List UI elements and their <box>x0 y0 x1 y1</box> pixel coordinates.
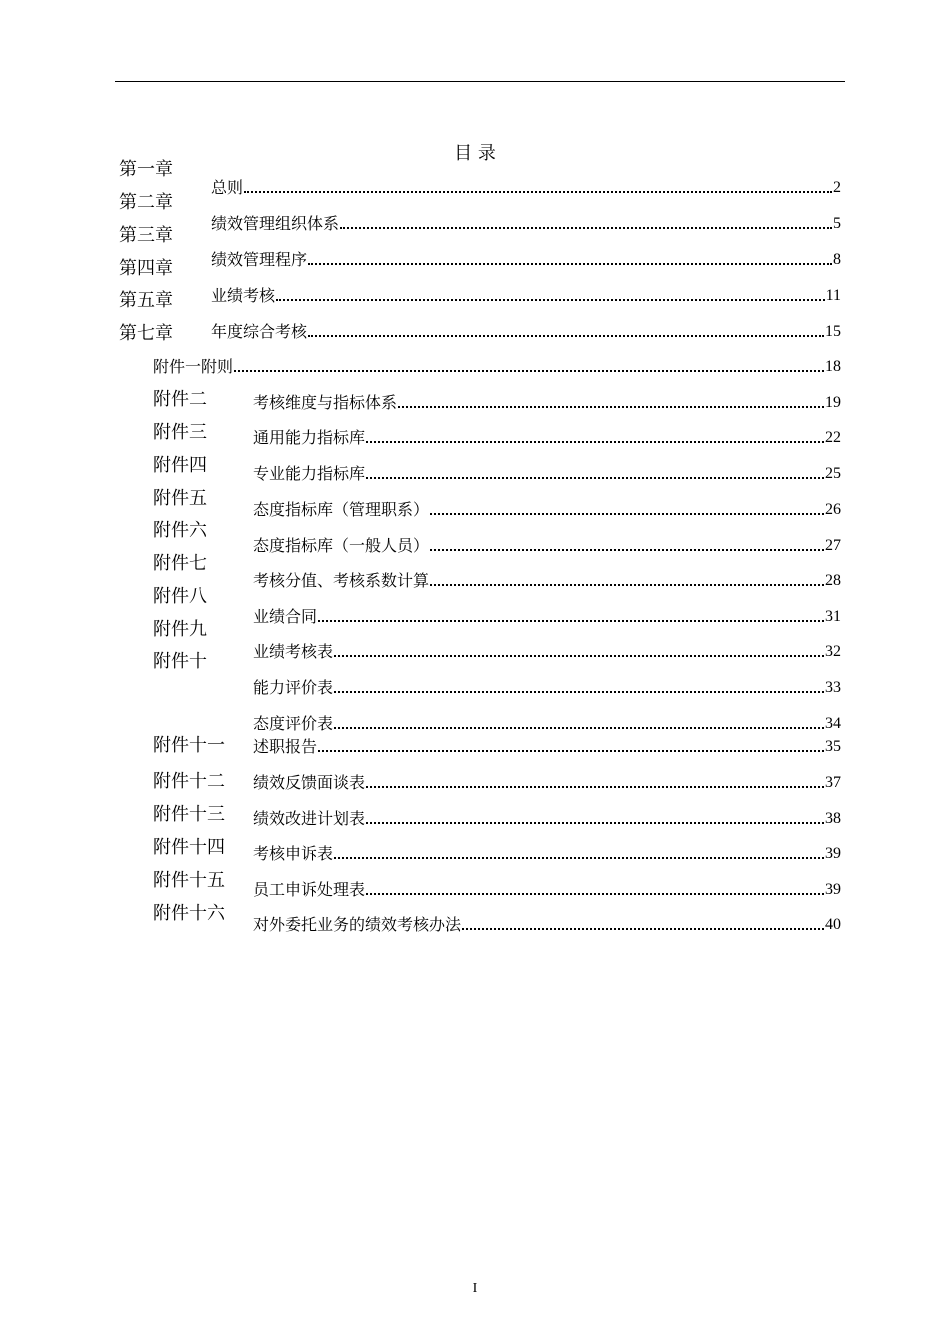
dot-leader <box>366 477 824 479</box>
toc-entry[interactable] <box>211 250 841 270</box>
toc-entry[interactable] <box>253 678 841 698</box>
toc-entry-page: 8 <box>833 251 841 268</box>
toc-entry-title: 专业能力指标库 <box>253 464 366 483</box>
toc-entry-title: 述职报告 <box>253 737 318 756</box>
dot-leader <box>366 822 824 824</box>
attachment-label: 附件五 <box>153 488 207 509</box>
chapter-label: 第一章 <box>119 159 173 180</box>
toc-entry-page: 39 <box>825 881 841 898</box>
toc-entry-title: 业绩考核 <box>211 286 276 305</box>
dot-leader <box>430 584 824 586</box>
toc-entry[interactable] <box>253 737 841 757</box>
toc-entry[interactable] <box>253 571 841 591</box>
toc-entry-title: 年度综合考核 <box>211 322 308 341</box>
attachment-label: 附件二 <box>153 389 207 410</box>
toc-entry-page: 19 <box>825 394 841 411</box>
toc-entry-page: 2 <box>833 179 841 196</box>
toc-entry[interactable] <box>253 393 841 413</box>
toc-entry-page: 18 <box>825 358 841 375</box>
dot-leader <box>334 857 824 859</box>
attachment-label: 附件六 <box>153 520 207 541</box>
dot-leader <box>340 227 832 229</box>
toc-entry-page: 28 <box>825 572 841 589</box>
chapter-label: 第二章 <box>119 192 173 213</box>
dot-leader <box>334 655 824 657</box>
attachment-label: 附件十六 <box>153 903 225 924</box>
dot-leader <box>430 549 824 551</box>
attachment-label: 附件三 <box>153 422 207 443</box>
toc-entry[interactable] <box>153 357 841 377</box>
toc-entry-title: 态度评价表 <box>253 714 334 733</box>
dot-leader <box>430 513 824 515</box>
toc-entry[interactable] <box>211 214 841 234</box>
toc-entry-page: 25 <box>825 465 841 482</box>
toc-entry-page: 27 <box>825 537 841 554</box>
attachment-label: 附件十 <box>153 651 207 672</box>
toc-entry[interactable] <box>253 428 841 448</box>
dot-leader <box>366 441 824 443</box>
toc-entry-title: 绩效反馈面谈表 <box>253 773 366 792</box>
toc-title: 目 录 <box>454 143 496 164</box>
toc-entry-page: 32 <box>825 643 841 660</box>
toc-entry[interactable] <box>211 178 841 198</box>
attachment-label: 附件四 <box>153 455 207 476</box>
toc-entry-page: 38 <box>825 810 841 827</box>
toc-entry-page: 26 <box>825 501 841 518</box>
toc-entry-page: 35 <box>825 738 841 755</box>
chapter-label: 第五章 <box>119 290 173 311</box>
header-rule <box>115 81 845 82</box>
toc-entry-page: 22 <box>825 429 841 446</box>
dot-leader <box>398 406 824 408</box>
toc-entry[interactable] <box>253 773 841 793</box>
toc-entry-title: 考核申诉表 <box>253 844 334 863</box>
toc-entry-title: 绩效改进计划表 <box>253 809 366 828</box>
toc-entry-title: 考核维度与指标体系 <box>253 393 398 412</box>
dot-leader <box>334 691 824 693</box>
toc-entry-page: 5 <box>833 215 841 232</box>
toc-entry-title: 通用能力指标库 <box>253 428 366 447</box>
toc-entry-title: 员工申诉处理表 <box>253 880 366 899</box>
toc-entry-page: 33 <box>825 679 841 696</box>
toc-entry[interactable] <box>253 464 841 484</box>
toc-entry-title: 态度指标库（一般人员） <box>253 536 430 555</box>
attachment-label: 附件八 <box>153 586 207 607</box>
attachment-label: 附件九 <box>153 619 207 640</box>
toc-entry[interactable] <box>211 286 841 306</box>
toc-entry[interactable] <box>253 844 841 864</box>
toc-entry[interactable] <box>211 322 841 342</box>
toc-entry[interactable] <box>253 714 841 734</box>
toc-entry-page: 34 <box>825 715 841 732</box>
toc-entry-title: 业绩合同 <box>253 607 318 626</box>
toc-entry-title: 对外委托业务的绩效考核办法 <box>253 915 462 934</box>
toc-entry[interactable] <box>253 500 841 520</box>
chapter-label: 第三章 <box>119 225 173 246</box>
attachment-label: 附件七 <box>153 553 207 574</box>
dot-leader <box>318 750 824 752</box>
chapter-label: 第四章 <box>119 258 173 279</box>
toc-entry-title: 绩效管理组织体系 <box>211 214 340 233</box>
toc-entry-page: 39 <box>825 845 841 862</box>
toc-entry[interactable] <box>253 915 841 935</box>
dot-leader <box>318 620 824 622</box>
chapter-label: 第七章 <box>119 323 173 344</box>
toc-entry-page: 40 <box>825 916 841 933</box>
toc-entry-title: 考核分值、考核系数计算 <box>253 571 430 590</box>
toc-entry-page: 37 <box>825 774 841 791</box>
toc-entry-title: 能力评价表 <box>253 678 334 697</box>
dot-leader <box>334 727 824 729</box>
attachment-label: 附件十二 <box>153 771 225 792</box>
toc-entry-title: 态度指标库（管理职系） <box>253 500 430 519</box>
toc-entry-page: 15 <box>825 323 841 340</box>
dot-leader <box>462 928 824 930</box>
toc-entry[interactable] <box>253 607 841 627</box>
dot-leader <box>234 370 824 372</box>
toc-entry-title: 附件一附则 <box>153 357 234 376</box>
toc-entry[interactable] <box>253 536 841 556</box>
dot-leader <box>276 299 825 301</box>
dot-leader <box>244 191 832 193</box>
toc-entry-title: 总则 <box>211 178 244 197</box>
dot-leader <box>366 893 824 895</box>
attachment-label: 附件十五 <box>153 870 225 891</box>
attachment-label: 附件十三 <box>153 804 225 825</box>
toc-entry-title: 业绩考核表 <box>253 642 334 661</box>
dot-leader <box>308 263 832 265</box>
toc-entry[interactable] <box>253 642 841 662</box>
attachment-label: 附件十四 <box>153 837 225 858</box>
dot-leader <box>308 335 824 337</box>
toc-entry-page: 11 <box>825 287 841 304</box>
toc-entry[interactable] <box>253 880 841 900</box>
toc-entry-title: 绩效管理程序 <box>211 250 308 269</box>
toc-entry-page: 31 <box>825 608 841 625</box>
toc-entry[interactable] <box>253 809 841 829</box>
page-number: I <box>472 1281 478 1296</box>
attachment-label: 附件十一 <box>153 735 225 756</box>
dot-leader <box>366 786 824 788</box>
